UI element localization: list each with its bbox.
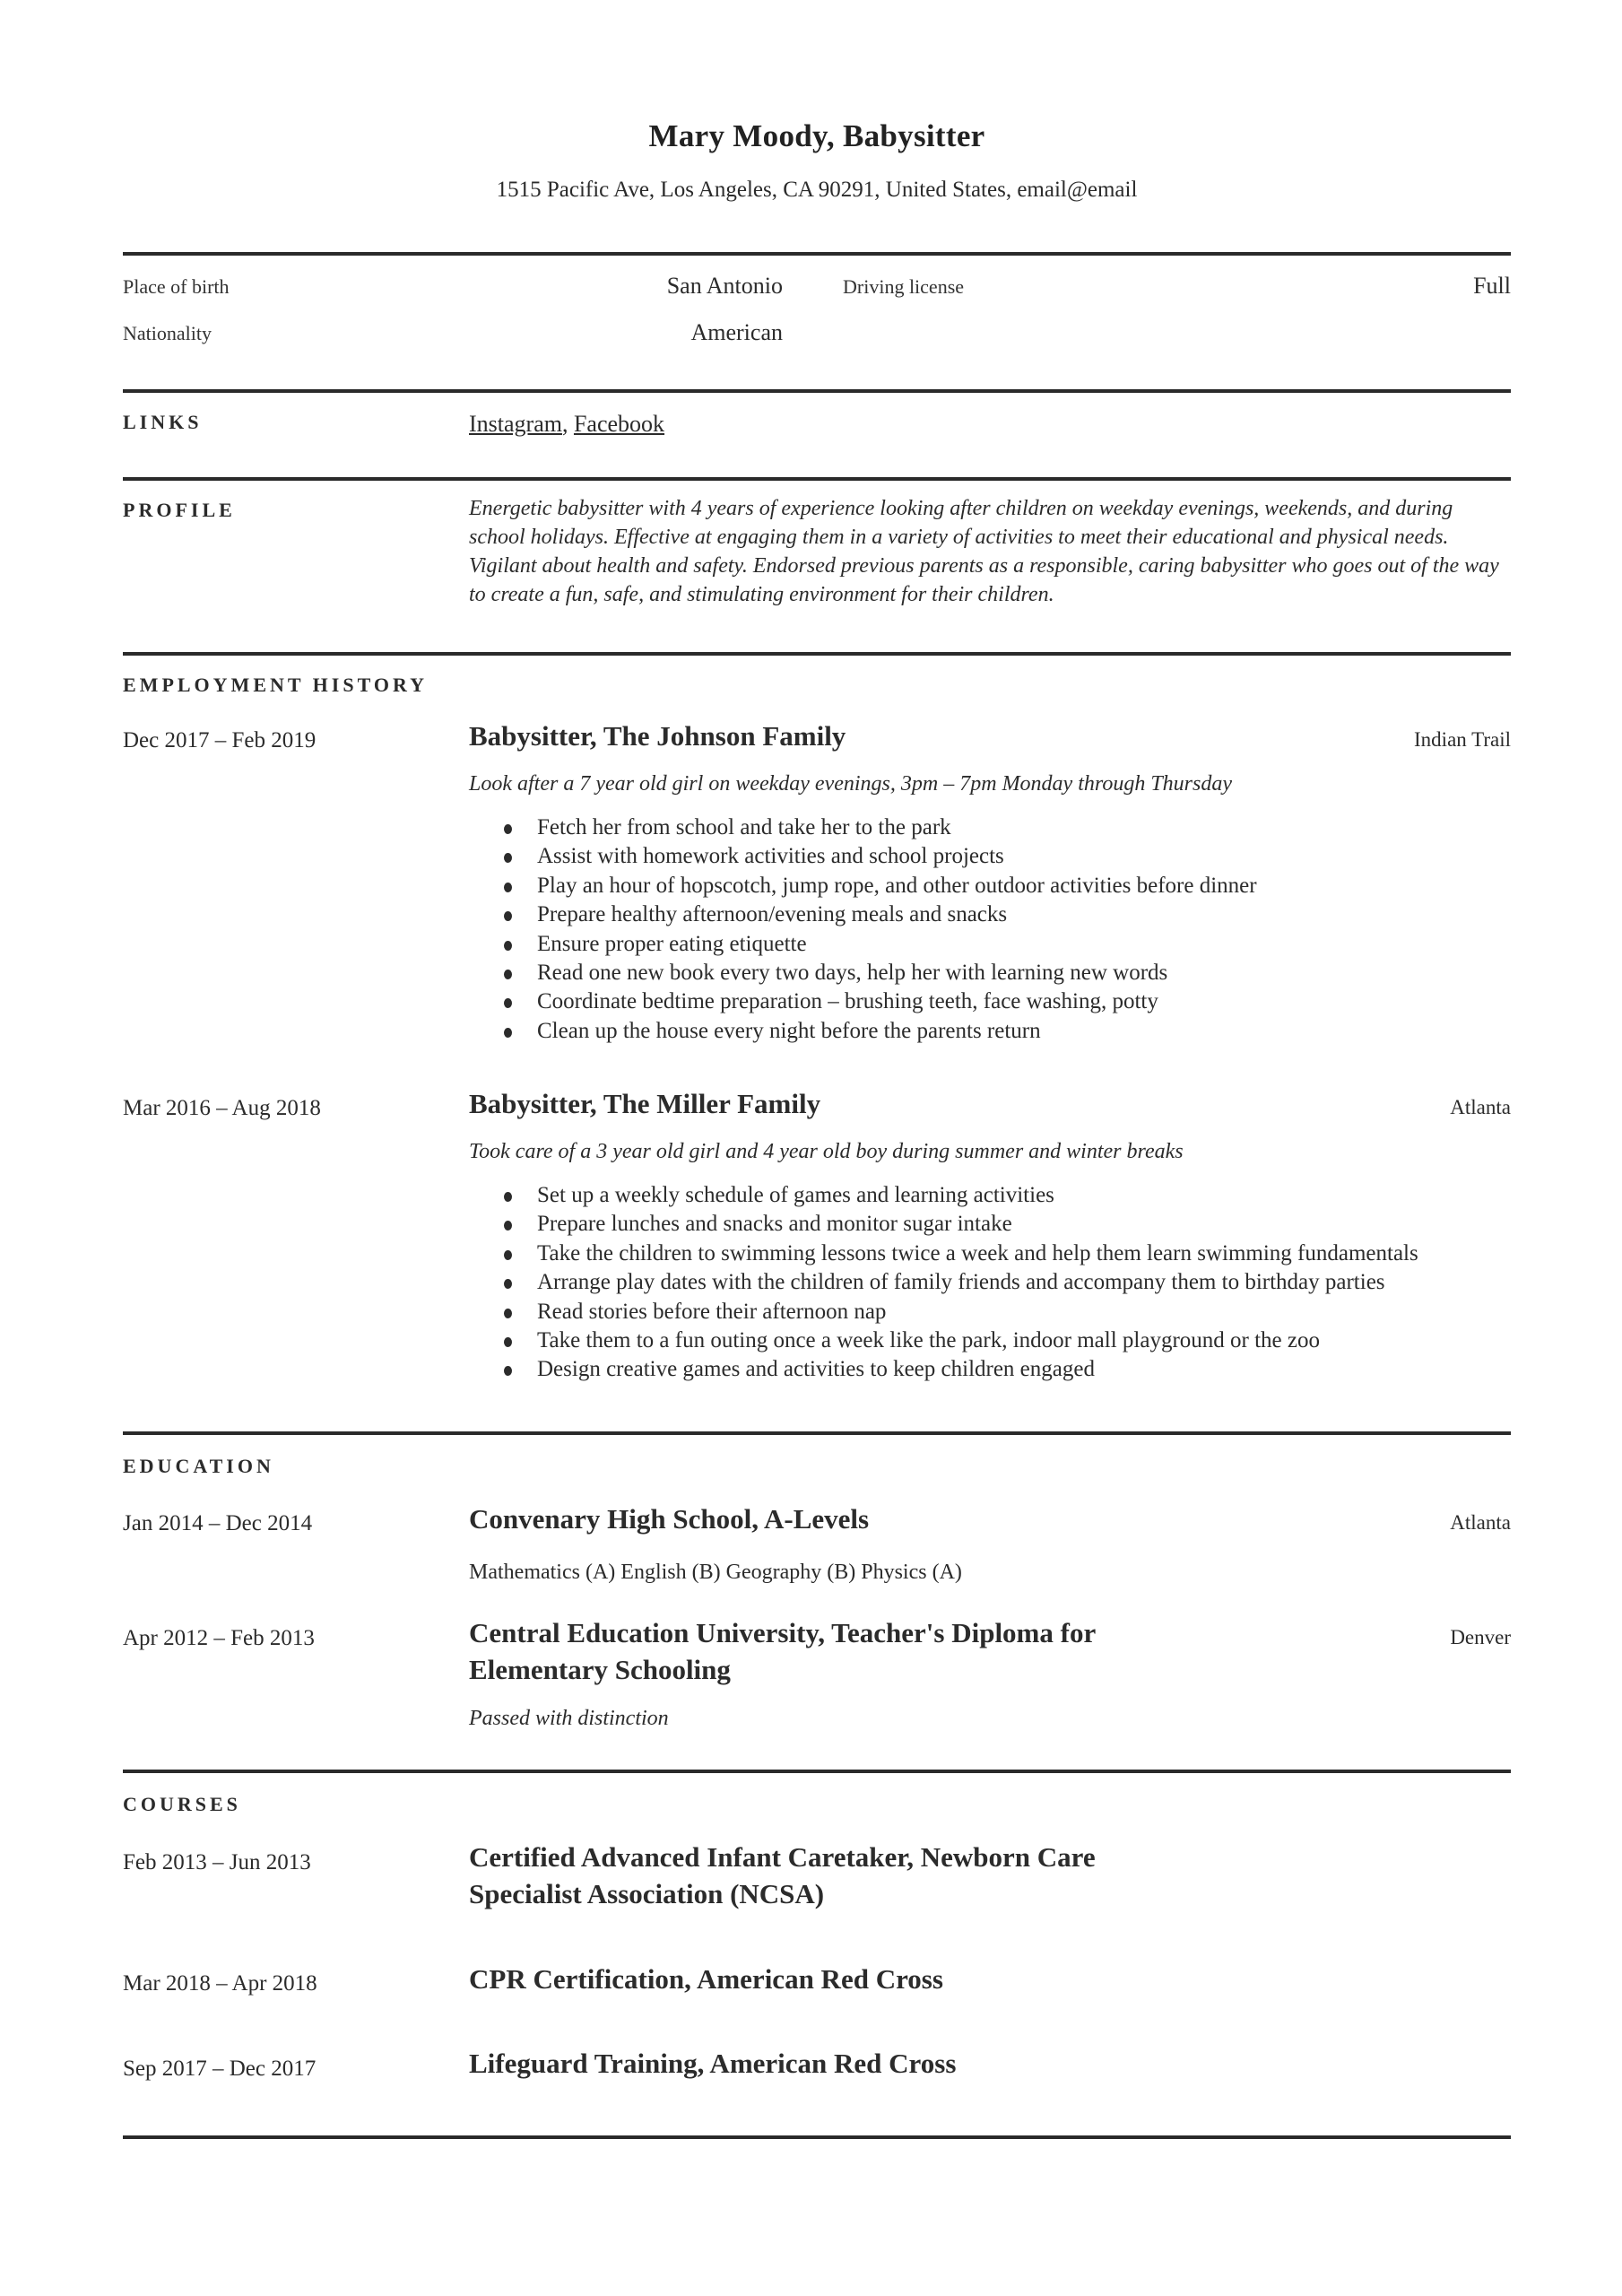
job-duties (469, 813, 1257, 1046)
course-title: CPR Certification, American Red Cross (469, 1963, 943, 1995)
job-title: Babysitter, The Johnson Family (469, 720, 846, 752)
job-dates: Mar 2016 – Aug 2018 (123, 1096, 321, 1120)
list-item: Clean up the house every night before the parents return (469, 1017, 1257, 1046)
bullet-icon (504, 998, 512, 1008)
bullet-icon (504, 1221, 512, 1231)
employment-heading: EMPLOYMENT HISTORY (123, 674, 428, 696)
education-title: Convenary High School, A-Levels (469, 1503, 870, 1535)
education-city: Denver (1450, 1626, 1511, 1648)
list-item: Fetch her from school and take her to the park (469, 813, 1257, 842)
list-item: Assist with homework activities and school projects (469, 842, 1257, 871)
bullet-icon (504, 1028, 512, 1038)
list-item: Set up a weekly schedule of games and learning activities (469, 1181, 1418, 1210)
list-item: Take the children to swimming lessons twice a week and help them learn swimming fundamentals (469, 1239, 1418, 1268)
nationality-label: Nationality (123, 322, 212, 344)
bullet-icon (504, 853, 512, 863)
education-dates: Jan 2014 – Dec 2014 (123, 1511, 313, 1535)
list-item: Arrange play dates with the children of family friends and accompany them to birthday parties (469, 1268, 1418, 1297)
link-separator: , (561, 411, 574, 437)
divider (123, 652, 1511, 656)
course-title-line2: Specialist Association (NCSA) (469, 1878, 825, 1909)
divider (123, 252, 1511, 256)
education-description: Passed with distinction (469, 1707, 669, 1730)
bullet-icon (504, 883, 512, 892)
education-description: Mathematics (A) English (B) Geography (B) Physics (A) (469, 1561, 962, 1584)
place-of-birth-label: Place of birth (123, 275, 230, 298)
bullet-icon (504, 911, 512, 921)
profile-summary: Energetic babysitter with 4 years of experience looking after children on weekday evenings, weekends, and during school holidays. Effective at engaging them in a variety of activities to meet their educational and physical needs. Vigilant about health and safety. Endorsed previous parents as a responsible, caring babysitter who goes out of the way to create a fun, safe, and stimulating environment for their children. (469, 497, 1499, 606)
list-item: Ensure proper eating etiquette (469, 930, 1257, 959)
bullet-icon (504, 970, 512, 979)
bullet-icon (504, 824, 512, 834)
instagram-link[interactable]: Instagram (469, 411, 562, 437)
list-item: Prepare lunches and snacks and monitor sugar intake (469, 1210, 1418, 1239)
education-title-line1: Central Education University, Teacher's Diploma for (469, 1617, 1097, 1648)
list-item: Take them to a fun outing once a week like the park, indoor mall playground or the zoo (469, 1326, 1418, 1355)
course-dates: Sep 2017 – Dec 2017 (123, 2057, 317, 2081)
course-title: Lifeguard Training, American Red Cross (469, 2048, 957, 2079)
links-heading: LINKS (123, 411, 203, 433)
divider (123, 1431, 1511, 1435)
course-dates: Mar 2018 – Apr 2018 (123, 1971, 317, 1996)
list-item: Read stories before their afternoon nap (469, 1298, 1418, 1326)
job-duties (469, 1181, 1418, 1385)
bullet-icon (504, 1192, 512, 1202)
courses-heading: COURSES (123, 1793, 241, 1815)
job-description: Took care of a 3 year old girl and 4 year old boy during summer and winter breaks (469, 1140, 1184, 1163)
bullet-icon (504, 1337, 512, 1347)
list-item: Prepare healthy afternoon/evening meals and snacks (469, 900, 1257, 929)
facebook-link[interactable]: Facebook (573, 411, 665, 437)
driving-license-value: Full (1473, 273, 1511, 299)
bullet-icon (504, 941, 512, 951)
list-item: Read one new book every two days, help her with learning new words (469, 959, 1257, 987)
divider (123, 389, 1511, 393)
list-item: Play an hour of hopscotch, jump rope, and other outdoor activities before dinner (469, 872, 1257, 900)
job-city: Indian Trail (1414, 728, 1511, 751)
bullet-icon (504, 1250, 512, 1260)
bullet-icon (504, 1309, 512, 1318)
education-heading: EDUCATION (123, 1455, 274, 1477)
profile-heading: PROFILE (123, 499, 236, 521)
contact-line: 1515 Pacific Ave, Los Angeles, CA 90291, United States, email@email (496, 178, 1138, 202)
divider (123, 1770, 1511, 1773)
job-title: Babysitter, The Miller Family (469, 1088, 821, 1119)
job-description: Look after a 7 year old girl on weekday evenings, 3pm – 7pm Monday through Thursday (469, 772, 1233, 796)
divider (123, 2135, 1511, 2139)
education-dates: Apr 2012 – Feb 2013 (123, 1626, 315, 1650)
list-item: Design creative games and activities to keep children engaged (469, 1355, 1418, 1384)
nationality-value: American (690, 319, 783, 345)
links-list (469, 411, 664, 438)
place-of-birth-value: San Antonio (666, 273, 783, 299)
bullet-icon (504, 1279, 512, 1289)
job-city: Atlanta (1450, 1096, 1511, 1118)
divider (123, 477, 1511, 481)
course-dates: Feb 2013 – Jun 2013 (123, 1850, 311, 1874)
candidate-name: Mary Moody, Babysitter (648, 118, 985, 153)
education-title-line2: Elementary Schooling (469, 1654, 731, 1685)
education-city: Atlanta (1450, 1511, 1511, 1534)
bullet-icon (504, 1366, 512, 1376)
course-title-line1: Certified Advanced Infant Caretaker, Newborn Care (469, 1841, 1096, 1873)
driving-license-label: Driving license (843, 275, 965, 298)
job-dates: Dec 2017 – Feb 2019 (123, 728, 317, 752)
list-item: Coordinate bedtime preparation – brushing teeth, face washing, potty (469, 987, 1257, 1016)
